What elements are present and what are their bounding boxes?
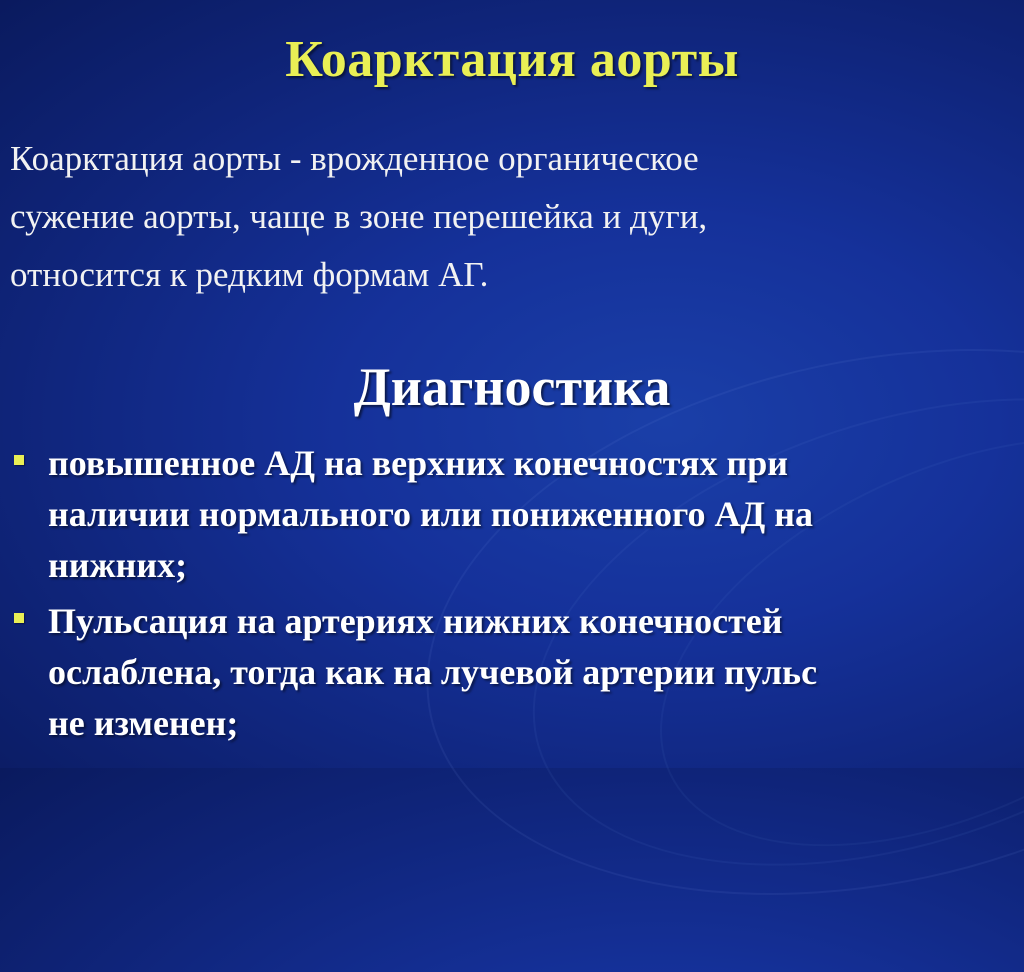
bullet-text (48, 596, 817, 749)
section-heading-diagnostics: Диагностика (353, 357, 671, 417)
definition-paragraph (10, 130, 1010, 304)
definition-line: относится к редким формам АГ. (10, 255, 489, 294)
bullet-line: Пульсация на артериях нижних конечностей (48, 601, 783, 641)
bullet-line: повышенное АД на верхних конечностях при (48, 443, 788, 483)
definition-line: Коарктация аорты - врожденное органическое (10, 139, 699, 178)
square-bullet-icon (14, 613, 24, 623)
square-bullet-icon (14, 455, 24, 465)
slide-title: Коарктация аорты (285, 31, 739, 88)
definition-line: сужение аорты, чаще в зоне перешейка и дуги, (10, 197, 708, 236)
bullet-text (48, 438, 813, 591)
bullet-line: не изменен; (48, 703, 239, 743)
bullet-line: наличии нормального или пониженного АД на (48, 494, 813, 534)
bullet-line: ослаблена, тогда как на лучевой артерии пульс (48, 652, 818, 692)
bullet-line: нижних; (48, 545, 188, 585)
